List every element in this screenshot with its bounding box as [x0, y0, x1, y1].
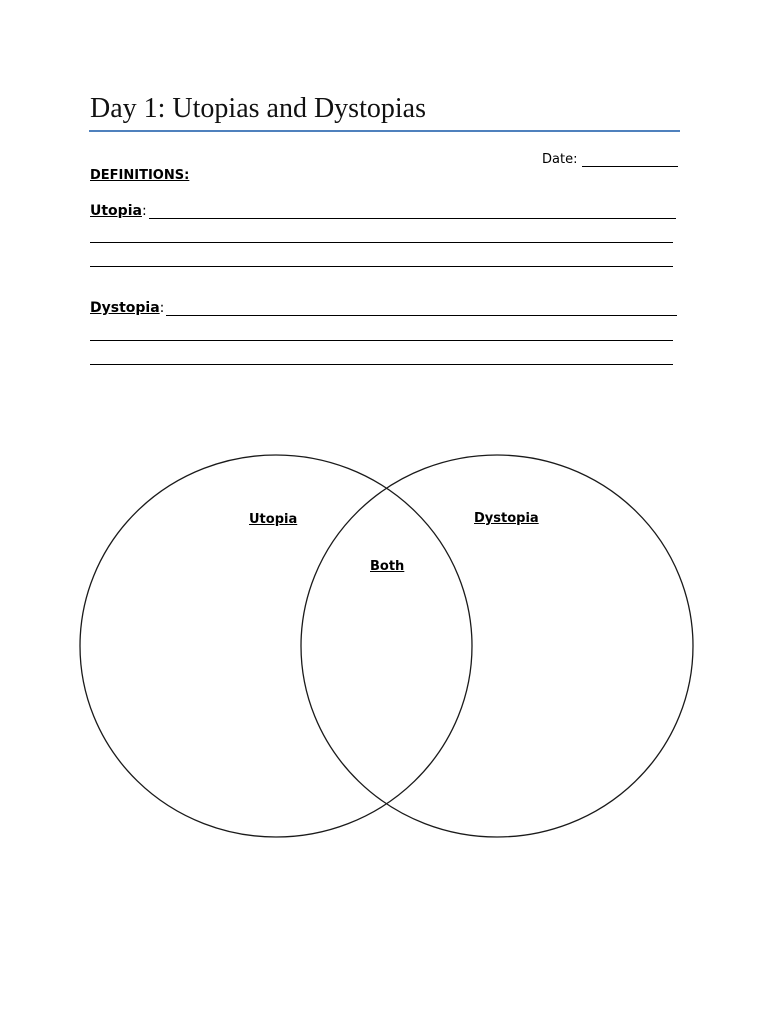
venn-label-dystopia: Dystopia: [474, 511, 539, 526]
utopia-colon: :: [141, 203, 147, 219]
dystopia-colon: :: [159, 300, 165, 316]
venn-label-utopia: Utopia: [249, 512, 298, 527]
dystopia-term-label: Dystopia: [90, 300, 160, 316]
date-label: Date:: [542, 152, 578, 167]
utopia-term-label: Utopia: [90, 203, 142, 219]
definitions-heading: DEFINITIONS:: [90, 168, 190, 183]
page-title: Day 1: Utopias and Dystopias: [90, 93, 426, 124]
venn-label-both: Both: [370, 559, 405, 574]
